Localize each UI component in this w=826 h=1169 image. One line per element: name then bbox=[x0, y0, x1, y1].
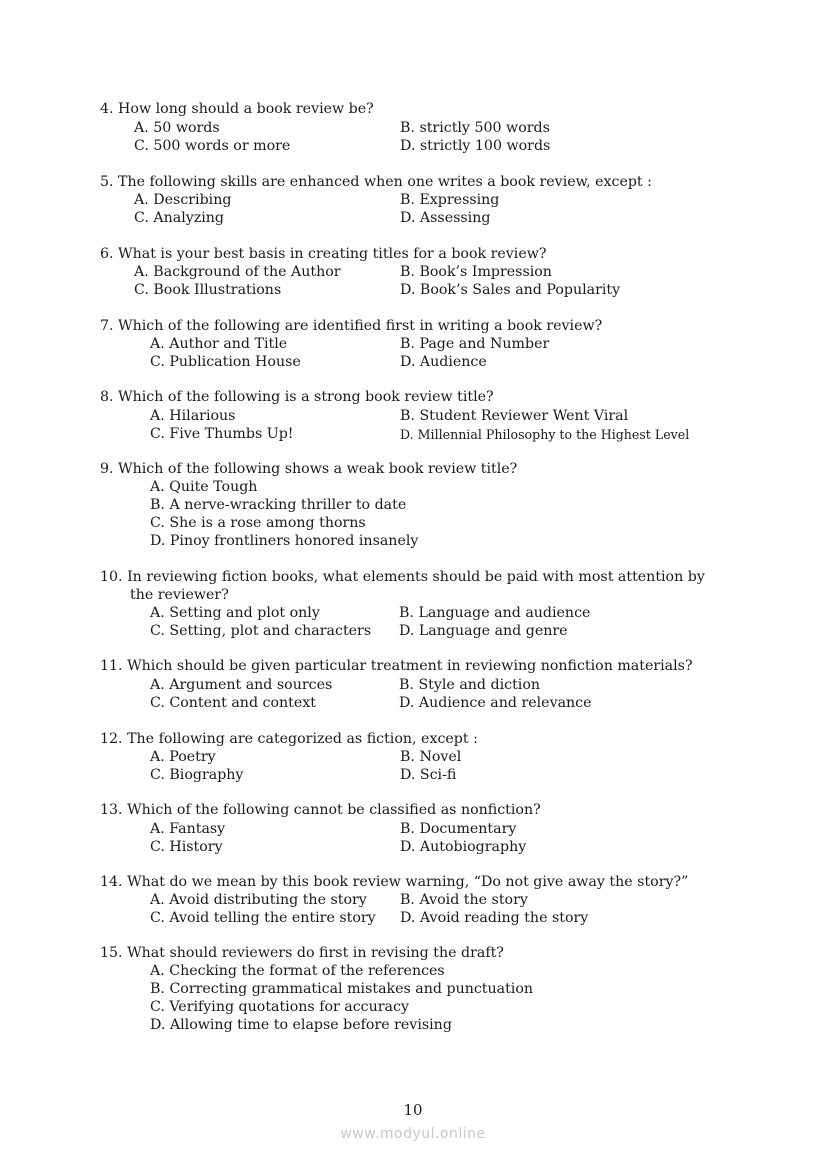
question-stem: 7. Which of the following are identified first in writing a book review? bbox=[100, 318, 603, 334]
question-stem: 14. What do we mean by this book review warning, “Do not give away the story?” bbox=[100, 874, 689, 890]
option-b: B. Language and audience bbox=[399, 605, 591, 621]
option-c: C. Content and context bbox=[150, 695, 316, 711]
question-stem: 8. Which of the following is a strong book review title? bbox=[100, 389, 494, 405]
watermark: www.modyul.online bbox=[340, 1126, 486, 1142]
option-a: A. Fantasy bbox=[150, 821, 226, 837]
option-d: D. Sci-fi bbox=[400, 767, 457, 783]
question-stem: 11. Which should be given particular treatment in reviewing nonfiction materials? bbox=[100, 658, 693, 674]
question-stem: 9. Which of the following shows a weak book review title? bbox=[100, 461, 518, 477]
option-a: A. Avoid distributing the story bbox=[150, 892, 367, 908]
question-stem: 5. The following skills are enhanced when one writes a book review, except : bbox=[100, 174, 652, 190]
option-d: D. strictly 100 words bbox=[400, 138, 551, 154]
option-c: C. 500 words or more bbox=[134, 138, 291, 154]
option-b: B. Avoid the story bbox=[400, 892, 528, 908]
option-b: B. Novel bbox=[400, 749, 462, 765]
option-b: B. Expressing bbox=[400, 192, 500, 208]
option-d: D. Book’s Sales and Popularity bbox=[400, 282, 621, 298]
option-a: A. Checking the format of the references bbox=[150, 963, 445, 979]
option-b: B. Style and diction bbox=[399, 677, 540, 693]
option-b: B. strictly 500 words bbox=[400, 120, 550, 136]
option-c: C. Setting, plot and characters bbox=[150, 623, 372, 639]
option-c: C. She is a rose among thorns bbox=[150, 515, 366, 531]
option-b: B. Student Reviewer Went Viral bbox=[400, 408, 629, 424]
page-number: 10 bbox=[403, 1101, 423, 1119]
option-d: D. Autobiography bbox=[400, 839, 527, 855]
option-d: D. Assessing bbox=[400, 210, 491, 226]
option-c: C. Book Illustrations bbox=[134, 282, 282, 298]
question-stem: 6. What is your best basis in creating titles for a book review? bbox=[100, 246, 547, 262]
option-a: A. Poetry bbox=[150, 749, 216, 765]
option-b: B. Correcting grammatical mistakes and punctuation bbox=[150, 981, 534, 997]
option-d: D. Allowing time to elapse before revising bbox=[150, 1017, 452, 1033]
option-c: C. History bbox=[150, 839, 223, 855]
option-a: A. Setting and plot only bbox=[150, 605, 320, 621]
question-stem-continued: the reviewer? bbox=[130, 587, 229, 603]
option-c: C. Publication House bbox=[150, 354, 301, 370]
option-b: B. Documentary bbox=[400, 821, 517, 837]
option-b: B. A nerve-wracking thriller to date bbox=[150, 497, 407, 513]
option-c: C. Five Thumbs Up! bbox=[150, 426, 294, 442]
option-a: A. Quite Tough bbox=[150, 479, 258, 495]
option-a: A. 50 words bbox=[134, 120, 220, 136]
option-c: C. Verifying quotations for accuracy bbox=[150, 999, 409, 1015]
option-d: D. Pinoy frontliners honored insanely bbox=[150, 533, 419, 549]
option-a: A. Author and Title bbox=[150, 336, 288, 352]
question-stem: 10. In reviewing fiction books, what elements should be paid with most attention by bbox=[100, 569, 705, 585]
option-a: A. Describing bbox=[134, 192, 232, 208]
question-stem: 15. What should reviewers do first in revising the draft? bbox=[100, 945, 504, 961]
option-a: A. Background of the Author bbox=[134, 264, 341, 280]
question-stem: 4. How long should a book review be? bbox=[100, 101, 374, 117]
option-a: A. Hilarious bbox=[150, 408, 236, 424]
option-d: D. Audience bbox=[400, 354, 487, 370]
option-d: D. Millennial Philosophy to the Highest Level bbox=[400, 427, 690, 442]
question-stem: 12. The following are categorized as fiction, except : bbox=[100, 731, 478, 747]
question-stem: 13. Which of the following cannot be classified as nonfiction? bbox=[100, 802, 541, 818]
option-b: B. Book’s Impression bbox=[400, 264, 552, 280]
option-a: A. Argument and sources bbox=[150, 677, 333, 693]
option-c: C. Biography bbox=[150, 767, 244, 783]
option-d: D. Avoid reading the story bbox=[400, 910, 589, 926]
option-c: C. Analyzing bbox=[134, 210, 224, 226]
option-c: C. Avoid telling the entire story bbox=[150, 910, 376, 926]
option-d: D. Audience and relevance bbox=[399, 695, 592, 711]
option-b: B. Page and Number bbox=[400, 336, 550, 352]
option-d: D. Language and genre bbox=[399, 623, 568, 639]
